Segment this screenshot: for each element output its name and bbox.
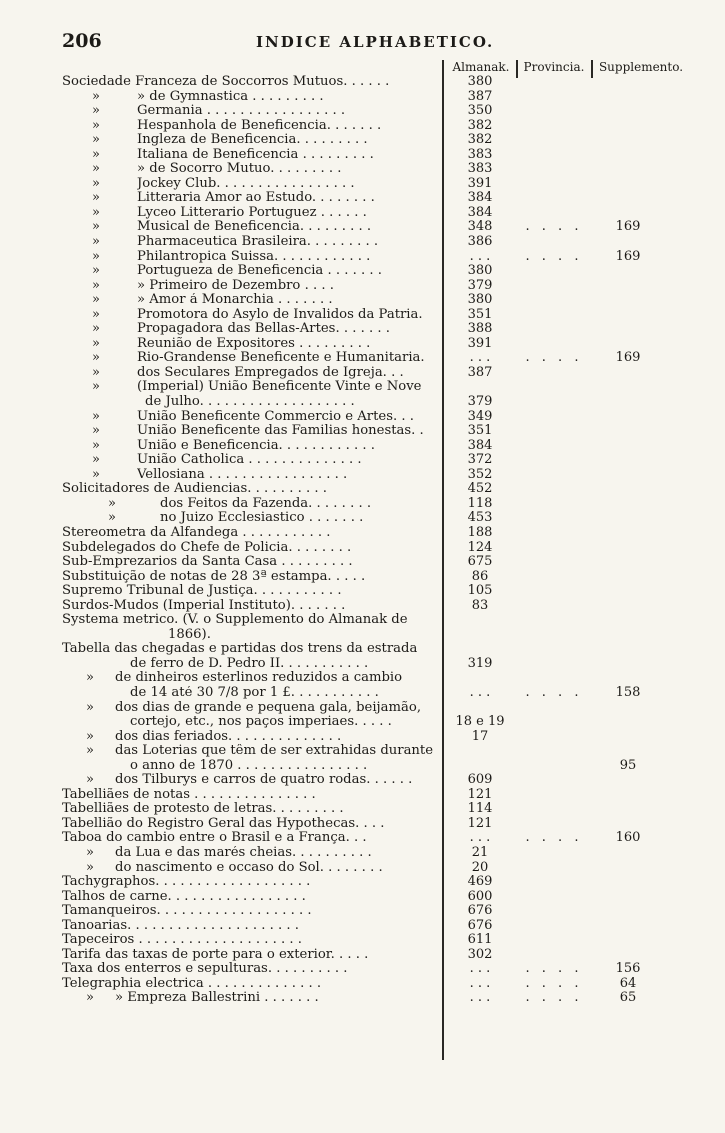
provincia-page: . . . . <box>525 990 583 1006</box>
ditto-mark: » <box>92 408 100 424</box>
almanak-page: 121 <box>467 786 493 802</box>
ditto-mark: » <box>92 364 100 380</box>
almanak-page: 676 <box>467 917 493 933</box>
index-entries <box>0 75 725 1006</box>
index-row <box>0 802 725 817</box>
index-row <box>0 148 725 163</box>
index-row <box>0 744 725 759</box>
index-row <box>0 206 725 221</box>
entry-text: Subdelegados do Chefe de Policia. . . . . . . . <box>62 540 352 555</box>
index-row <box>0 861 725 876</box>
entry-text: Stereometra da Alfandega . . . . . . . . . . . <box>62 525 331 540</box>
ditto-mark: » <box>92 175 100 191</box>
entry-text: Litteraria Amor ao Estudo. . . . . . . . <box>137 191 375 206</box>
almanak-page: 124 <box>467 539 493 555</box>
page-number: 206 <box>62 30 102 52</box>
ditto-mark: » <box>92 117 100 133</box>
almanak-page: 348 <box>467 219 493 235</box>
index-row <box>0 410 725 425</box>
index-row <box>0 250 725 265</box>
index-row <box>0 642 725 657</box>
ditto-mark: » <box>92 423 100 439</box>
entry-text: Ingleza de Beneficencia. . . . . . . . . <box>137 133 368 148</box>
entry-text: Sub-Emprezarios da Santa Casa . . . . . . . . . <box>62 555 353 570</box>
index-row <box>0 162 725 177</box>
entry-text: Jockey Club. . . . . . . . . . . . . . . . . <box>137 176 355 191</box>
almanak-page: . . . <box>469 830 491 846</box>
ditto-mark: » <box>92 379 100 395</box>
index-row <box>0 395 725 410</box>
index-row <box>0 90 725 105</box>
ditto-mark: » <box>86 772 94 788</box>
index-row <box>0 831 725 846</box>
index-row <box>0 919 725 934</box>
entry-text: Solicitadores de Audiencias. . . . . . . . . . <box>62 482 327 497</box>
entry-text: Systema metrico. (V. o Supplemento do Almanak de <box>62 613 408 628</box>
index-row <box>0 555 725 570</box>
index-row <box>0 133 725 148</box>
almanak-page: 380 <box>467 74 493 89</box>
almanak-page: 391 <box>467 335 493 351</box>
almanak-page: 379 <box>467 277 493 293</box>
entry-text: Tachygraphos. . . . . . . . . . . . . . . . . . . <box>62 875 311 890</box>
almanak-page: 380 <box>467 263 493 279</box>
entry-text: dos dias feriados. . . . . . . . . . . . . . <box>115 729 342 744</box>
entry-text: Pharmaceutica Brasileira. . . . . . . . . <box>137 235 379 250</box>
almanak-page: 379 <box>467 394 493 410</box>
ditto-mark: » <box>92 146 100 162</box>
ditto-mark: » <box>86 699 94 715</box>
almanak-page: 383 <box>467 161 493 177</box>
almanak-page: 383 <box>467 146 493 162</box>
supplemento-page: 64 <box>619 975 637 991</box>
column-header-provincia: Provincia. <box>523 60 585 74</box>
entry-text: Tabelliães de notas . . . . . . . . . . . . . . . <box>62 787 316 802</box>
entry-text: Tabellião do Registro Geral das Hypothecas. . . . <box>62 816 385 831</box>
ditto-mark: » <box>92 190 100 206</box>
ditto-mark: » <box>92 335 100 351</box>
index-row <box>0 220 725 235</box>
almanak-page: 452 <box>467 481 493 497</box>
supplemento-page: 65 <box>619 990 637 1006</box>
ditto-mark: » <box>92 204 100 220</box>
provincia-page: . . . . <box>525 350 583 366</box>
entry-text: (Imperial) União Beneficente Vinte e Nove <box>137 380 422 395</box>
entry-text: da Lua e das marés cheias. . . . . . . . . . <box>115 845 372 860</box>
entry-text: União Catholica . . . . . . . . . . . . . . <box>137 453 362 468</box>
ditto-mark: » <box>92 88 100 104</box>
entry-text: » Empreza Ballestrini . . . . . . . <box>115 991 319 1006</box>
entry-text: União Beneficente Commercio e Artes. . . <box>137 409 414 424</box>
page-title: INDICE ALPHABETICO. <box>256 33 495 51</box>
entry-text: cortejo, etc., nos paços imperiaes. . . . . <box>130 715 392 730</box>
provincia-page: . . . . <box>525 961 583 977</box>
almanak-page: 453 <box>467 510 493 526</box>
entry-text: Reunião de Expositores . . . . . . . . . <box>137 336 371 351</box>
ditto-mark: » <box>92 277 100 293</box>
ditto-mark: » <box>92 437 100 453</box>
supplemento-page: 169 <box>615 219 641 235</box>
almanak-page: 611 <box>467 932 493 948</box>
ditto-mark: » <box>92 350 100 366</box>
ditto-mark: » <box>92 306 100 322</box>
index-row <box>0 482 725 497</box>
almanak-page: 384 <box>467 437 493 453</box>
ditto-mark: » <box>92 103 100 119</box>
almanak-page: 382 <box>467 117 493 133</box>
entry-text: Italiana de Beneficencia . . . . . . . . . <box>137 147 374 162</box>
entry-text: Vellosiana . . . . . . . . . . . . . . . . . <box>137 467 348 482</box>
ditto-mark: » <box>86 990 94 1006</box>
entry-text: Tapeceiros . . . . . . . . . . . . . . . . . . . . <box>62 933 302 948</box>
index-row <box>0 773 725 788</box>
index-row <box>0 308 725 323</box>
ditto-mark: » <box>108 495 116 511</box>
entry-text: Surdos-Mudos (Imperial Instituto). . . . . . . <box>62 598 346 613</box>
entry-text: de dinheiros esterlinos reduzidos a cambio <box>115 671 403 686</box>
almanak-page: 469 <box>467 874 493 890</box>
provincia-page: . . . . <box>525 248 583 264</box>
index-row <box>0 933 725 948</box>
entry-text: Supremo Tribunal de Justiça. . . . . . . . . . . <box>62 584 342 599</box>
entry-text: Sociedade Franceza de Soccorros Mutuos. . . . . . <box>62 75 390 89</box>
almanak-page: 83 <box>471 597 489 613</box>
almanak-page: 20 <box>471 859 489 875</box>
index-row <box>0 977 725 992</box>
supplemento-page: 95 <box>619 757 637 773</box>
index-row <box>0 570 725 585</box>
entry-text: Substituição de notas de 28 3ª estampa. . . . . <box>62 569 366 584</box>
index-row <box>0 191 725 206</box>
ditto-mark: » <box>92 132 100 148</box>
almanak-page: 391 <box>467 175 493 191</box>
index-row <box>0 730 725 745</box>
index-row <box>0 904 725 919</box>
almanak-page: 352 <box>467 466 493 482</box>
entry-text: Promotora do Asylo de Invalidos da Patria. <box>137 307 423 322</box>
almanak-page: 384 <box>467 204 493 220</box>
column-header-almanak: Almanak. <box>452 60 510 74</box>
almanak-page: 387 <box>467 88 493 104</box>
entry-text: Propagadora das Bellas-Artes. . . . . . . <box>137 322 390 337</box>
almanak-page: 676 <box>467 903 493 919</box>
ditto-mark: » <box>92 466 100 482</box>
ditto-mark: » <box>86 844 94 860</box>
almanak-page: . . . <box>469 248 491 264</box>
index-row <box>0 177 725 192</box>
entry-text: de 14 até 30 7/8 por 1 £. . . . . . . . . . . <box>130 685 379 700</box>
almanak-page: 388 <box>467 321 493 337</box>
index-row <box>0 337 725 352</box>
ditto-mark: » <box>92 234 100 250</box>
index-row <box>0 366 725 381</box>
index-row <box>0 759 725 774</box>
index-row <box>0 948 725 963</box>
almanak-page: . . . <box>469 350 491 366</box>
entry-text: Tarifa das taxas de porte para o exterior. . . . . <box>62 947 369 962</box>
index-row <box>0 511 725 526</box>
almanak-page: 351 <box>467 306 493 322</box>
ditto-mark: » <box>92 161 100 177</box>
almanak-page: 350 <box>467 103 493 119</box>
almanak-page: 114 <box>467 801 493 817</box>
index-row <box>0 846 725 861</box>
entry-text: Rio-Grandense Beneficente e Humanitaria. <box>137 351 425 366</box>
almanak-page: 384 <box>467 190 493 206</box>
entry-text: União e Beneficencia. . . . . . . . . . . . <box>137 438 375 453</box>
almanak-page: 105 <box>467 583 493 599</box>
entry-text: 1866). <box>168 627 211 642</box>
column-header-supplemento: Supplemento. <box>598 60 684 74</box>
index-row <box>0 890 725 905</box>
index-row <box>0 962 725 977</box>
entry-text: » Primeiro de Dezembro . . . . <box>137 278 334 293</box>
ditto-mark: » <box>86 743 94 759</box>
entry-text: Lyceo Litterario Portuguez . . . . . . <box>137 205 367 220</box>
ditto-mark: » <box>92 292 100 308</box>
index-row <box>0 439 725 454</box>
entry-text: Hespanhola de Beneficencia. . . . . . . <box>137 118 382 133</box>
index-row <box>0 322 725 337</box>
almanak-page: 351 <box>467 423 493 439</box>
entry-text: dos dias de grande e pequena gala, beijamão, <box>115 700 422 715</box>
index-row <box>0 453 725 468</box>
almanak-page: 21 <box>471 844 489 860</box>
index-row <box>0 104 725 119</box>
supplemento-page: 169 <box>615 248 641 264</box>
almanak-page: 86 <box>471 568 489 584</box>
ditto-mark: » <box>86 670 94 686</box>
entry-text: Tabelliães de protesto de letras. . . . . . . . . <box>62 802 344 817</box>
entry-text: Portugueza de Beneficencia . . . . . . . <box>137 264 382 279</box>
entry-text: Tamanqueiros. . . . . . . . . . . . . . . . . . . <box>62 904 312 919</box>
index-row <box>0 264 725 279</box>
index-row <box>0 715 725 730</box>
almanak-page: 17 <box>471 728 489 744</box>
almanak-page: 609 <box>467 772 493 788</box>
almanak-page: 387 <box>467 364 493 380</box>
almanak-page: 372 <box>467 452 493 468</box>
almanak-page: 380 <box>467 292 493 308</box>
index-row <box>0 424 725 439</box>
index-row <box>0 584 725 599</box>
index-row <box>0 686 725 701</box>
ditto-mark: » <box>86 728 94 744</box>
entry-text: Germania . . . . . . . . . . . . . . . . . <box>137 104 346 119</box>
entry-text: Telegraphia electrica . . . . . . . . . . . . . . <box>62 976 322 991</box>
index-row <box>0 817 725 832</box>
almanak-page: 188 <box>467 524 493 540</box>
ditto-mark: » <box>108 510 116 526</box>
index-row <box>0 613 725 628</box>
entry-text: das Loterias que têm de ser extrahidas durante <box>115 744 434 759</box>
almanak-page: 302 <box>467 946 493 962</box>
ditto-mark: » <box>92 263 100 279</box>
provincia-page: . . . . <box>525 830 583 846</box>
almanak-page: 18 e 19 <box>455 714 505 730</box>
ditto-mark: » <box>92 321 100 337</box>
ditto-mark: » <box>86 859 94 875</box>
entry-text: Talhos de carne. . . . . . . . . . . . . . . . . <box>62 889 306 904</box>
index-row <box>0 701 725 716</box>
entry-text: Tabella das chegadas e partidas dos trens da estrada <box>62 642 418 657</box>
entry-text: Philantropica Suissa. . . . . . . . . . . . <box>137 249 371 264</box>
ditto-mark: » <box>92 452 100 468</box>
almanak-page: . . . <box>469 990 491 1006</box>
index-row <box>0 671 725 686</box>
provincia-page: . . . . <box>525 684 583 700</box>
entry-text: de ferro de D. Pedro II. . . . . . . . . . . <box>130 656 369 671</box>
almanak-page: 675 <box>467 554 493 570</box>
entry-text: » de Gymnastica . . . . . . . . . <box>137 89 324 104</box>
almanak-page: 121 <box>467 815 493 831</box>
index-row <box>0 657 725 672</box>
supplemento-page: 156 <box>615 961 641 977</box>
index-row <box>0 119 725 134</box>
almanak-page: 382 <box>467 132 493 148</box>
provincia-page: . . . . <box>525 219 583 235</box>
entry-text: Taxa dos enterros e sepulturas. . . . . . . . . . <box>62 962 348 977</box>
index-row <box>0 293 725 308</box>
supplemento-page: 169 <box>615 350 641 366</box>
index-row <box>0 468 725 483</box>
entry-text: no Juizo Ecclesiastico . . . . . . . <box>160 511 364 526</box>
index-row <box>0 541 725 556</box>
almanak-page: 600 <box>467 888 493 904</box>
entry-text: dos Tilburys e carros de quatro rodas. . . . . . <box>115 773 413 788</box>
entry-text: dos Seculares Empregados de Igreja. . . <box>137 365 404 380</box>
ditto-mark: » <box>92 219 100 235</box>
entry-text: Taboa do cambio entre o Brasil e a França. . . <box>62 831 367 846</box>
entry-text: do nascimento e occaso do Sol. . . . . . . . <box>115 860 383 875</box>
almanak-page: 386 <box>467 234 493 250</box>
entry-text: » de Socorro Mutuo. . . . . . . . . <box>137 162 342 177</box>
index-row <box>0 380 725 395</box>
entry-text: dos Feitos da Fazenda. . . . . . . . <box>160 496 372 511</box>
almanak-page: 319 <box>467 655 493 671</box>
almanak-page: 118 <box>467 495 493 511</box>
index-row <box>0 235 725 250</box>
entry-text: União Beneficente das Familias honestas. . <box>137 424 424 439</box>
index-row <box>0 991 725 1006</box>
index-row <box>0 75 725 90</box>
index-row <box>0 875 725 890</box>
entry-text: » Amor á Monarchia . . . . . . . <box>137 293 333 308</box>
provincia-page: . . . . <box>525 975 583 991</box>
entry-text: de Julho. . . . . . . . . . . . . . . . . . . <box>145 395 355 410</box>
index-row <box>0 788 725 803</box>
entry-text: o anno de 1870 . . . . . . . . . . . . . . . . <box>130 758 368 773</box>
index-row <box>0 351 725 366</box>
almanak-page: . . . <box>469 975 491 991</box>
index-row <box>0 599 725 614</box>
supplemento-page: 160 <box>615 830 641 846</box>
supplemento-page: 158 <box>615 684 641 700</box>
almanak-page: . . . <box>469 684 491 700</box>
almanak-page: 349 <box>467 408 493 424</box>
entry-text: Tanoarias. . . . . . . . . . . . . . . . . . . . . <box>62 918 299 933</box>
index-row <box>0 279 725 294</box>
ditto-mark: » <box>92 248 100 264</box>
index-row <box>0 497 725 512</box>
almanak-page: . . . <box>469 961 491 977</box>
entry-text: Musical de Beneficencia. . . . . . . . . <box>137 220 372 235</box>
index-row <box>0 628 725 643</box>
index-row <box>0 526 725 541</box>
